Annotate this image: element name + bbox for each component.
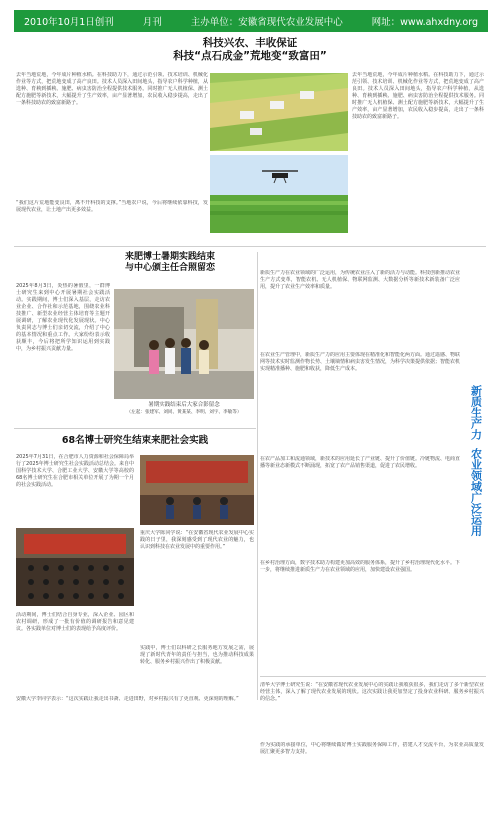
article4-body3: 在农产品加工和流通领域，新技术的应用延长了产业链、提升了价值链。冷链物流、电商直播等新业态新模式不断涌现，拓宽了农产品销售渠道，促进了农民增收。 [260,456,460,469]
article2-title-line1: 来肥博士暑期实践结束 [124,252,215,262]
article3-body: 2025年7月31日，在合肥市人力资源和社会保障局举行了2025年博士研究生社会实践活动总结会。来自中国科学技术大学、合肥工业大学、安徽大学等高校的68名博士研究生在合肥市相关单位开展了为期一个月的社会实践活动。 [16,454,134,488]
group-photo-caption-line2: （左起：张建军、刘同、黄某某、李明、刘宇、李敏等） [126,410,242,415]
article4-body2: 在农业生产管理中，新质生产力的应用主要体现在精准化和智能化两方面。通过遥感、物联网等技术实时监测作物长势、土壤墒情和病虫害发生情况，为科学决策提供依据；智能农机实现精准播种、施肥和收获，降低生产成本。 [260,352,460,372]
sidebar-line1: 新质生产力 [469,385,483,440]
masthead-date: 2010年10月1日创刊 [24,17,114,28]
article3-quote: 重庆大学陈同学说：“在安徽省现代农业发展中心实践的日子里，我深刻感受到了现代农业的魅力，也认识到科技在农业发展中的重要作用。” [140,530,254,550]
masthead-frequency: 月刊 [142,17,162,28]
article3-body3: 实践中，博士们以科研之长服务地方发展之需，展现了新时代青年的责任与担当，也为推动科技成果转化、服务乡村振兴作出了积极贡献。 [140,645,254,665]
article4-body: 新质生产力在农业领域的广泛运用，为传统农业注入了新的活力与动能。科技创新推动农业生产方式变革，智能农机、无人机植保、物联网监测、大数据分析等新技术新装备广泛应用，提升了农业生产效率和质量。 [260,270,460,290]
masthead-website[interactable]: 网址：www.ahxdny.org [371,17,478,28]
sidebar-vertical-title [466,385,486,536]
section-divider-2 [14,428,256,429]
masthead-bar [14,10,488,32]
conference-hall-photo [16,528,134,606]
lead-title-line2: 科技“点石成金”荒地变“致富田” [173,50,327,62]
section-divider-1 [14,246,486,247]
article4-body4: 在乡村治理方面，数字技术助力构建更加高效的服务体系，提升了乡村治理现代化水平。下一步，将继续推进新质生产力在农业领域的应用，加快建设农业强国。 [260,560,460,573]
article3-title: 68名博士研究生结束来肥社会实践 [61,435,209,446]
group-photo-caption-line1: 暑期实践结束后大家合影留念 [148,402,220,408]
article2-title-line2: 与中心颁主任合照留恋 [124,263,215,273]
section-divider-3 [260,676,486,677]
article5-body: 清华大学博士研究生说：“在安徽省现代农业发展中心的实践让我收获很多，我们走访了多个新型农业经营主体，深入了解了现代农业发展的现状。这次实践让我更加坚定了投身农业科研、服务乡村振兴的信念。” [260,682,484,702]
article2-body: 2025年8月3日，炎热的暑假里，一群博士研究生来到中心开展暑期社会实践活动。实践期间，博士们深入基层，走访农业企业、合作社和示范基地，围绕农业科技推广、新型农业经营主体培育等主题开展调研，了解农业现代化发展现状。中心负责同志与博士们亲切交流，介绍了中心的基本情况和重点工作。大家纷纷表示收获颇丰，今后将把所学知识运用到实践中，为乡村振兴贡献力量。 [16,283,110,352]
drone-field-photo [210,155,348,233]
harvest-field-photo [210,73,348,151]
article3-body2: 活动期间，博士们结合自身专业，深入企业、园区和农村调研，形成了一批有价值的调研报告和意见建议。各实践单位对博士们的表现给予高度评价。 [16,612,134,632]
column-rule-1 [257,252,258,700]
article3-quote2: 安徽大学李同学表示：“这次实践让我走出书斋、走进田野，对乡村振兴有了更直观、更深刻的理解。” [16,696,239,702]
group-photo [114,289,254,399]
lead-title-line1: 科技兴农、丰收保证 [202,37,298,49]
lead-body-right: 去年当地荒地，今年成片种植水稻。在科技助力下，通过示范引领、技术培训、机械化作业等方式，把荒地变成了高产良田。技术人员深入田间地头，指导农户科学种植，从选种、育秧到插秧、施肥、病虫害防治全程提供技术服务。同时推广无人机植保、测土配方施肥等新技术，大幅提升了生产效率，亩产显著增加，农民收入稳步提高，走出了一条科技助农的致富新路子。 [352,72,484,120]
article5-body2: 作为实践的承接单位，中心将继续做好博士实践服务保障工作，搭建人才交流平台，为农业高质量发展汇聚更多智力支持。 [260,742,484,755]
meeting-room-photo [140,455,254,525]
lead-note: “我们这片荒地能变良田，离不开科技的支撑。”当地农户说，今后将继续依靠科技，发展现代农业，让土地产出更多效益。 [16,200,208,213]
sidebar-line2: 农业领域广泛运用 [469,448,483,536]
lead-body: 去年当地荒地，今年成片种植水稻。在科技助力下，通过示范引领、技术培训、机械化作业等方式，把荒地变成了高产良田。技术人员深入田间地头，指导农户科学种植，从选种、育秧到插秧、施肥、病虫害防治全程提供技术服务。同时推广无人机植保、测土配方施肥等新技术，大幅提升了生产效率，亩产显著增加，农民收入稳步提高，走出了一条科技助农的致富新路子。 [16,72,208,106]
masthead-sponsor: 主办单位：安徽省现代农业发展中心 [190,17,343,28]
